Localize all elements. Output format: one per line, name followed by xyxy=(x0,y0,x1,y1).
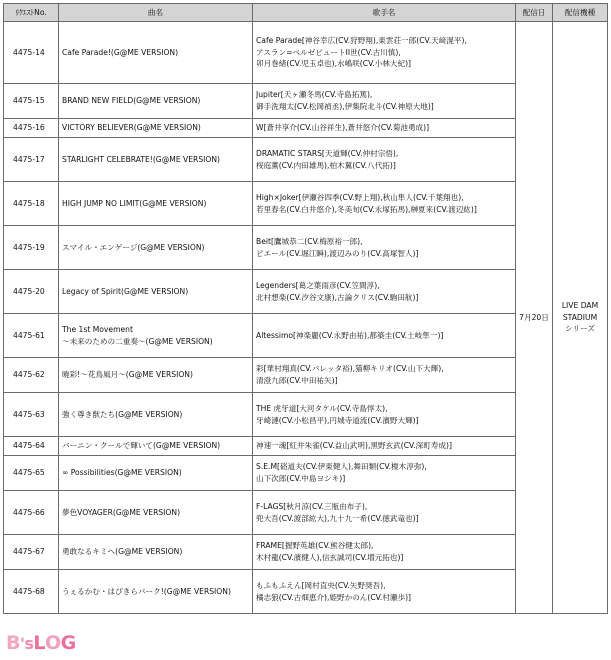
artist-cell xyxy=(253,138,516,182)
artist-line: 卯月巻緒(CV.児玉卓也),水嶋咲(CV.小林大紀)] xyxy=(256,59,411,69)
artist-line: 北村想楽(CV.汐谷文康),古論クリス(CV.駒田航)] xyxy=(256,292,419,302)
request-no-cell: 4475-17 xyxy=(4,138,59,182)
song-title-line: The 1st Movement xyxy=(62,324,133,334)
bslog-logo xyxy=(6,632,76,654)
device-line: シリーズ xyxy=(565,324,595,334)
table-body xyxy=(4,22,608,614)
artist-line: Legenders[葛之葉雨彦(CV.笠間淳), xyxy=(256,280,380,290)
artist-line: FRAME[握野英雄(CV.熊谷健太郎), xyxy=(256,541,374,551)
artist-line: 清澄九郎(CV.中田祐矢)] xyxy=(256,376,338,385)
song-title-line: スマイル・エンゲージ(G@ME VERSION) xyxy=(62,242,205,252)
request-no-cell: 4475-61 xyxy=(4,314,59,358)
song-title-cell xyxy=(59,393,253,437)
song-title-cell xyxy=(59,358,253,393)
artist-line: 桜庭薫(CV.内田雄馬),柏木翼(CV.八代拓)] xyxy=(256,160,396,170)
request-no-cell: 4475-66 xyxy=(4,491,59,535)
artist-line: Cafe Parade[神谷幸広(CV.狩野翔),東雲荘一郎(CV.天﨑滉平), xyxy=(256,35,467,45)
request-no-cell: 4475-65 xyxy=(4,456,59,491)
artist-line: F-LAGS[秋月涼(CV.三瓶由布子), xyxy=(256,501,368,511)
song-title-cell xyxy=(59,138,253,182)
artist-cell xyxy=(253,182,516,226)
release-date-cell: 7月20日 xyxy=(516,22,553,614)
device-line: LIVE DAM xyxy=(561,300,599,310)
request-no-cell: 4475-64 xyxy=(4,437,59,456)
song-title-line: VICTORY BELIEVER(G@ME VERSION) xyxy=(62,123,201,133)
request-no-cell: 4475-63 xyxy=(4,393,59,437)
song-title-cell xyxy=(59,22,253,84)
song-title-line: うぇるかむ・はぴきらパーク!(G@ME VERSION) xyxy=(62,586,231,596)
song-title-cell xyxy=(59,270,253,314)
artist-cell xyxy=(253,570,516,614)
artist-line: もふもふえん[岡村直央(CV.矢野奨吾), xyxy=(256,580,386,590)
song-title-line: STARLIGHT CELEBRATE!(G@ME VERSION) xyxy=(62,154,221,164)
song-title-cell xyxy=(59,84,253,119)
artist-line: S.E.M[硲道夫(CV.伊東健人),舞田類(CV.榎木淳弥), xyxy=(256,462,427,472)
song-title-line: ∞ Possibilities(G@ME VERSION) xyxy=(62,468,182,478)
request-no-cell: 4475-16 xyxy=(4,119,59,138)
artist-cell xyxy=(253,119,516,138)
artist-line: 橘志狼(CV.古畑恵介),姫野かのん(CV.村瀬歩)] xyxy=(256,592,411,602)
artist-line: 彩[華村翔真(CV.バレッタ裕),猫柳キリオ(CV.山下大輝), xyxy=(256,364,444,374)
request-no-cell: 4475-62 xyxy=(4,358,59,393)
logo-letter-o: O xyxy=(45,632,61,654)
request-no-cell: 4475-18 xyxy=(4,182,59,226)
artist-line: Jupiter[天ヶ瀬冬馬(CV.寺島拓篤), xyxy=(256,90,373,100)
artist-line: High×Joker[伊瀬谷四季(CV.野上翔),秋山隼人(CV.千葉翔也), xyxy=(256,192,464,202)
header-device: 配信機種 xyxy=(553,4,608,22)
song-release-table xyxy=(3,3,608,614)
artist-cell xyxy=(253,358,516,393)
song-title-line: BRAND NEW FIELD(G@ME VERSION) xyxy=(62,96,201,106)
artist-line: DRAMATIC STARS[天道輝(CV.仲村宗悟), xyxy=(256,148,399,158)
artist-cell xyxy=(253,456,516,491)
artist-line: 木村龍(CV.濱健人),信玄誠司(CV.増元拓也)] xyxy=(256,553,404,562)
song-title-cell xyxy=(59,456,253,491)
song-title-cell xyxy=(59,437,253,456)
artist-cell xyxy=(253,491,516,535)
song-title-line: ～未来のための二重奏～(G@ME VERSION) xyxy=(62,336,213,346)
song-title-cell xyxy=(59,314,253,358)
table-row xyxy=(4,22,608,84)
artist-cell xyxy=(253,84,516,119)
header-song-title: 曲名 xyxy=(59,4,253,22)
song-title-line: 強く尊き獣たち(G@ME VERSION) xyxy=(62,409,183,419)
song-title-line: Legacy of Spirit(G@ME VERSION) xyxy=(62,286,189,296)
logo-letter-g: G xyxy=(60,632,76,654)
song-title-cell xyxy=(59,570,253,614)
song-title-line: 夢色VOYAGER(G@ME VERSION) xyxy=(62,507,181,517)
artist-cell xyxy=(253,270,516,314)
artist-line: アスラン=ベルゼビュートII世(CV.古川慎), xyxy=(256,47,401,57)
header-artist: 歌手名 xyxy=(253,4,516,22)
device-line: STADIUM xyxy=(562,312,598,322)
song-title-cell xyxy=(59,535,253,570)
artist-cell xyxy=(253,393,516,437)
artist-cell xyxy=(253,226,516,270)
song-title-cell xyxy=(59,491,253,535)
header-request-no: ﾘｸｴｽﾄNo. xyxy=(4,4,59,22)
song-title-cell xyxy=(59,182,253,226)
artist-cell xyxy=(253,22,516,84)
request-no-cell: 4475-67 xyxy=(4,535,59,570)
artist-line: Beit[鷹城恭二(CV.梅原裕一郎), xyxy=(256,236,363,246)
song-title-line: 曉彩!～花鳥風月～(G@ME VERSION) xyxy=(62,370,193,380)
artist-line: 神速一魂[紅井朱雀(CV.益山武明),黒野玄武(CV.深町寿成)] xyxy=(256,441,452,451)
song-title-cell xyxy=(59,226,253,270)
artist-line: ピエール(CV.堀江瞬),渡辺みのり(CV.高塚智人)] xyxy=(256,248,419,258)
song-title-line: Cafe Parade!(G@ME VERSION) xyxy=(62,47,179,57)
request-no-cell: 4475-19 xyxy=(4,226,59,270)
artist-line: 山下次郎(CV.中島ヨシキ)] xyxy=(256,474,346,483)
header-release-date: 配信日 xyxy=(516,4,553,22)
artist-cell xyxy=(253,437,516,456)
song-title-cell xyxy=(59,119,253,138)
request-no-cell: 4475-14 xyxy=(4,22,59,84)
artist-line: Altessimo[神楽麗(CV.永野由祐),都築圭(CV.土岐隼一)] xyxy=(256,330,444,340)
logo-letter-s: 's xyxy=(19,634,34,653)
artist-cell xyxy=(253,535,516,570)
request-no-cell: 4475-68 xyxy=(4,570,59,614)
song-title-line: 勇敢なるキミへ(G@ME VERSION) xyxy=(62,547,183,557)
artist-line: THE 虎牙道[大河タケル(CV.寺島惇太), xyxy=(256,403,388,413)
device-cell xyxy=(553,22,608,614)
artist-line: 兜大吾(CV.渡部紘大),九十九一希(CV.徳武竜也)] xyxy=(256,513,419,523)
artist-line: 牙崎漣(CV.小松昌平),円城寺道流(CV.濱野大輝)] xyxy=(256,415,419,425)
song-title-line: バーニン・クールで輝いて(G@ME VERSION) xyxy=(62,441,221,451)
artist-line: 若里春名(CV.白井悠介),冬美旬(CV.永塚拓馬),榊夏来(CV.渡辺紘)] xyxy=(256,204,477,214)
table-header-row xyxy=(4,4,608,22)
artist-line: W[蒼井享介(CV.山谷祥生),蒼井悠介(CV.菊池勇成)] xyxy=(256,123,430,133)
request-no-cell: 4475-15 xyxy=(4,84,59,119)
logo-letter-l: L xyxy=(33,632,46,654)
song-title-line: HIGH JUMP NO LIMIT(G@ME VERSION) xyxy=(62,198,207,208)
artist-cell xyxy=(253,314,516,358)
logo-letter-b: B xyxy=(6,632,20,654)
request-no-cell: 4475-20 xyxy=(4,270,59,314)
artist-line: 御手洗翔太(CV.松岡禎丞),伊集院北斗(CV.神原大地)] xyxy=(256,102,434,111)
